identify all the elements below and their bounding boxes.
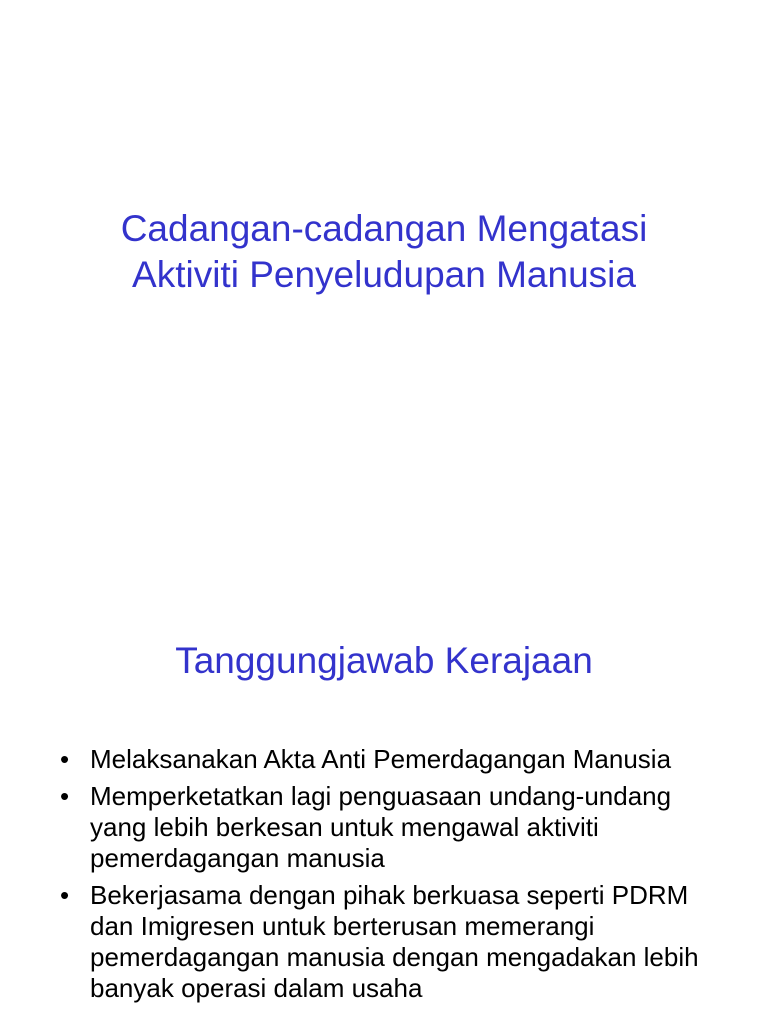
- slide-title-line-2: Aktiviti Penyeludupan Manusia: [132, 254, 636, 295]
- slide-title-line-1: Cadangan-cadangan Mengatasi: [120, 208, 648, 249]
- bullet-dot-icon: •: [60, 744, 70, 774]
- bullet-list: [58, 744, 718, 1010]
- section-heading: Tanggungjawab Kerajaan: [175, 640, 593, 681]
- bullet-dot-icon: •: [60, 880, 70, 910]
- bullet-text: Bekerjasama dengan pihak berkuasa seperti PDRM dan Imigresen untuk berterusan memerangi pemerdagangan manusia dengan mengadakan lebih banyak operasi dalam usaha: [90, 880, 699, 1003]
- slide-title: [0, 206, 768, 298]
- bullet-text: Memperketatkan lagi penguasaan undang-undang yang lebih berkesan untuk mengawal aktiviti pemerdagangan manusia: [90, 781, 672, 873]
- bullet-item: [58, 880, 718, 1004]
- bullet-item: [58, 744, 718, 775]
- bullet-dot-icon: •: [60, 781, 70, 811]
- bullet-text: Melaksanakan Akta Anti Pemerdagangan Manusia: [90, 744, 672, 774]
- bullet-item: [58, 781, 718, 874]
